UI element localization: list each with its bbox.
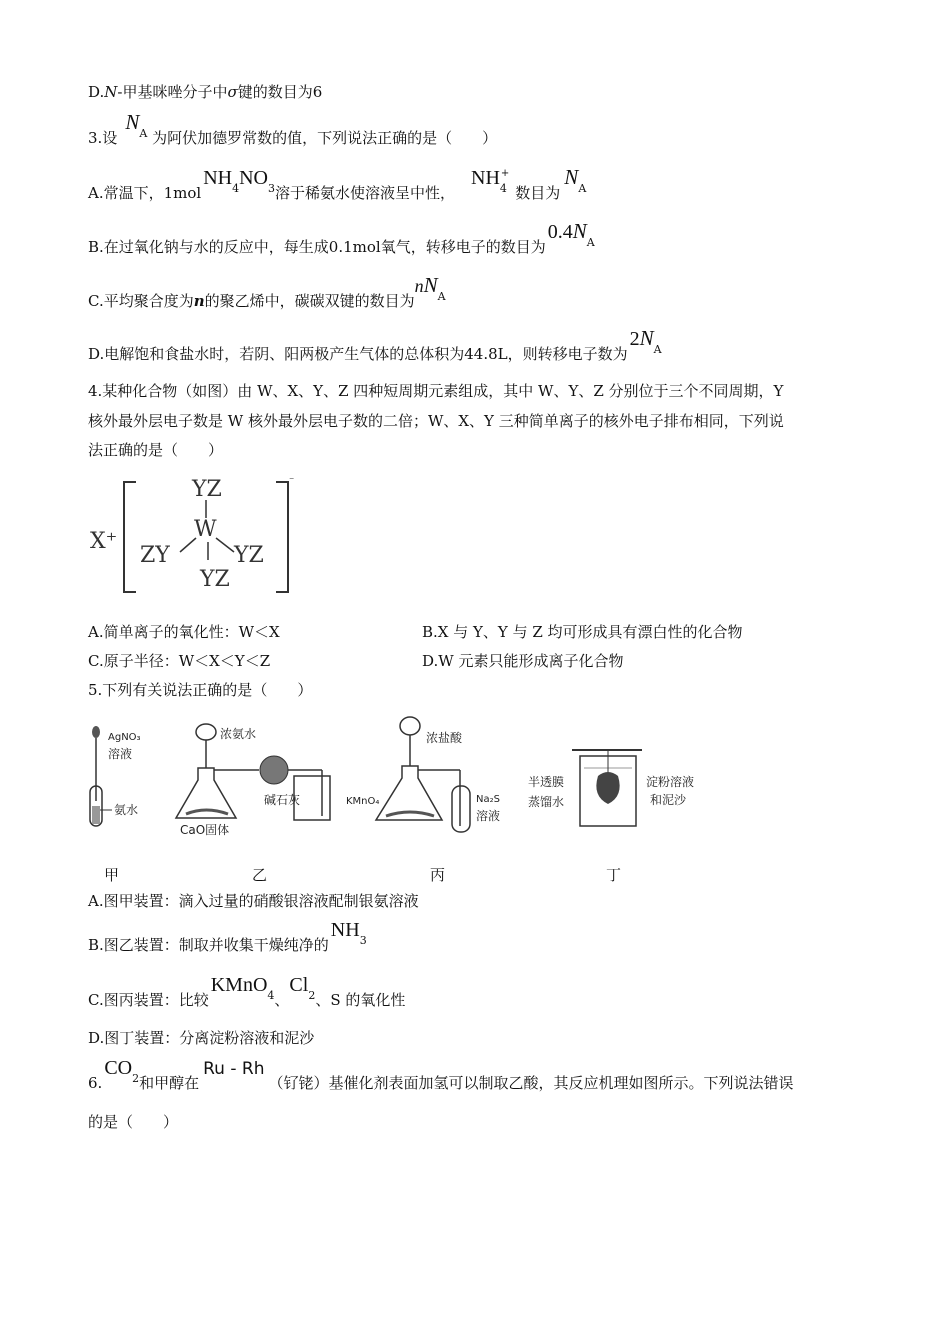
- q5-apparatus-figure: [84, 706, 734, 846]
- caption-ding: 丁: [606, 866, 622, 884]
- structure-cation: X⁺: [90, 529, 118, 554]
- svg-text:浓氨水: 浓氨水: [220, 727, 257, 741]
- q4-structure-figure: [88, 472, 308, 602]
- structure-top: YZ: [192, 477, 222, 502]
- svg-text:氨水: 氨水: [114, 803, 139, 817]
- svg-text:淀粉溶液: 淀粉溶液: [646, 775, 695, 789]
- q2-option-d: D.N-甲基咪唑分子中σ键的数目为6: [88, 83, 323, 101]
- svg-text:浓盐酸: 浓盐酸: [426, 731, 463, 745]
- structure-center: W: [194, 517, 217, 542]
- structure-bottom: YZ: [200, 567, 230, 592]
- svg-text:碱石灰: 碱石灰: [264, 793, 301, 807]
- structure-charge: ⁻: [289, 476, 295, 487]
- q3-stem: 3.设$N^A$ 为阿伏加德罗常数的值，下列说法正确的是（ ）: [88, 110, 498, 147]
- caption-bing: 丙: [430, 866, 446, 884]
- caption-jia: 甲: [104, 866, 120, 884]
- q4-stem-line1: 4.某种化合物（如图）由 W、X、Y、Z 四种短周期元素组成，其中 W、Y、Z 分别位于三个不同周期，Y: [88, 382, 784, 400]
- structure-left: ZY: [140, 543, 170, 568]
- svg-text:蒸馏水: 蒸馏水: [528, 795, 565, 809]
- q3-option-d: D.电解饱和食盐水时，若阴、阳两极产生气体的总体积为44.8L，则转移电子数为$2N^A$: [88, 326, 662, 363]
- q5-option-b: B.图乙装置：制取并收集干燥纯净的$NH^3$: [88, 919, 367, 954]
- q4-stem-line2: 核外最外层电子数是 W 核外最外层电子数的二倍；W、X、Y 三种简单离子的核外电子排布相同，下列说: [88, 412, 784, 430]
- svg-text:和泥沙: 和泥沙: [650, 793, 687, 807]
- apparatus-jia: [90, 726, 141, 826]
- apparatus-bing: [346, 717, 500, 832]
- svg-text:AgNO₃: AgNO₃: [108, 732, 141, 743]
- q3-option-c: C.平均聚合度为n的聚乙烯中，碳碳双键的数目为$nN^A$: [88, 273, 446, 310]
- svg-text:CaO固体: CaO固体: [180, 823, 230, 837]
- q5-option-a: A.图甲装置：滴入过量的硝酸银溶液配制银氨溶液: [88, 892, 419, 910]
- q6-stem-line1: $6.CO^2$和甲醇在Ru - Rh（钌铑）基催化剂表面加氢可以制取乙酸，其反应机理如图所示。下列说法错误: [88, 1057, 794, 1092]
- q5-option-d: D.图丁装置：分离淀粉溶液和泥沙: [88, 1029, 315, 1047]
- q3-option-a: A.常温下，$1molNH^4NO^3$溶于稀氨水使溶液呈中性，$NH^{4+}$数目为$N^A$: [88, 165, 587, 202]
- q5-stem: 5.下列有关说法正确的是（ ）: [88, 681, 313, 699]
- left-bracket: [124, 482, 136, 592]
- q5-option-c: C.图丙装置：比较KMnO$^4$、Cl$^2$、S 的氧化性: [88, 974, 406, 1009]
- q4-option-c: C.原子半径：W＜X＜Y＜Z: [88, 652, 271, 670]
- q6-stem-line2: 的是（ ）: [88, 1113, 179, 1131]
- q3-option-b: B.在过氧化钠与水的反应中，每生成0.1mol氧气，转移电子的数目为$0.4N^A$: [88, 219, 595, 256]
- svg-text:Na₂S: Na₂S: [476, 794, 500, 805]
- q4-stem-line3: 法正确的是（ ）: [88, 441, 224, 459]
- svg-text:半透膜: 半透膜: [528, 775, 565, 789]
- apparatus-ding: [528, 750, 694, 826]
- caption-yi: 乙: [252, 866, 268, 884]
- q4-option-d: D.W 元素只能形成离子化合物: [422, 652, 624, 670]
- q4-option-a: A.简单离子的氧化性：W＜X: [88, 623, 280, 641]
- q4-option-b: B.X 与 Y、Y 与 Z 均可形成具有漂白性的化合物: [422, 623, 743, 641]
- svg-text:溶液: 溶液: [108, 747, 133, 761]
- svg-text:KMnO₄: KMnO₄: [346, 796, 380, 807]
- structure-right: YZ: [234, 543, 264, 568]
- svg-text:溶液: 溶液: [476, 809, 501, 823]
- apparatus-yi: [176, 724, 330, 837]
- right-bracket: [276, 482, 288, 592]
